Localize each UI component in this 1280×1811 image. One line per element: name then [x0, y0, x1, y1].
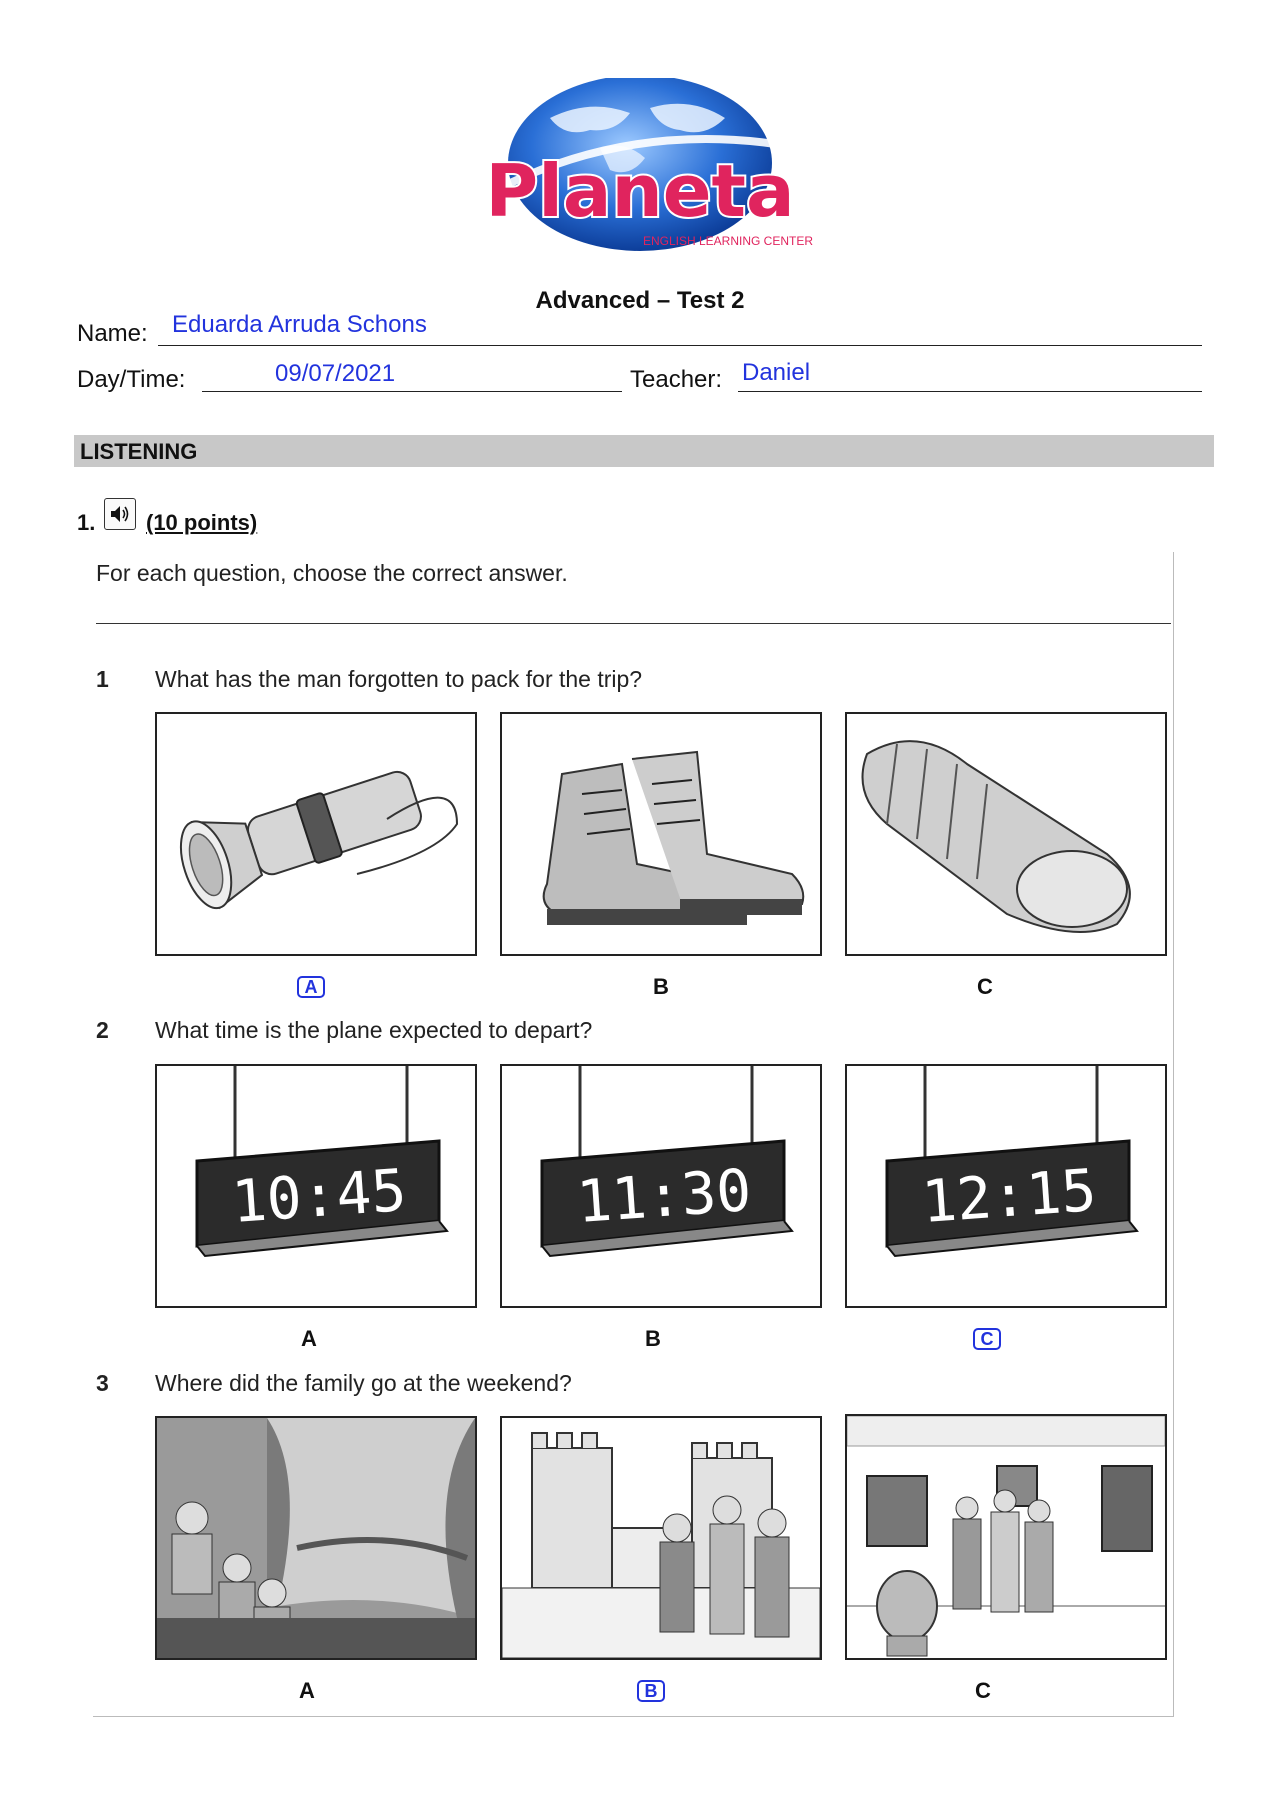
q2-option-c[interactable]: C	[973, 1328, 1001, 1350]
sleeping-bag-picture[interactable]	[845, 712, 1167, 956]
part-points: (10 points)	[146, 510, 258, 535]
question-number: 2	[96, 1017, 109, 1043]
q2-option-a[interactable]: A	[301, 1326, 317, 1351]
daytime-line[interactable]	[202, 391, 622, 392]
flashlight-picture[interactable]	[155, 712, 477, 956]
question-text: What time is the plane expected to depart?	[155, 1017, 593, 1043]
speaker-icon[interactable]	[104, 498, 136, 530]
theatre-picture[interactable]	[155, 1416, 477, 1660]
part-number: 1.	[77, 510, 96, 535]
hiking-boots-picture[interactable]	[500, 712, 822, 956]
clock-1215-picture[interactable]	[845, 1064, 1167, 1308]
q1-option-c[interactable]: C	[977, 974, 993, 999]
q2-option-b[interactable]: B	[645, 1326, 661, 1351]
teacher-value: Daniel	[742, 359, 811, 386]
question-text: What has the man forgotten to pack for the trip?	[155, 666, 643, 692]
section-bar	[74, 435, 1214, 467]
q1-option-a[interactable]: A	[297, 976, 325, 998]
q3-option-b[interactable]: B	[637, 1680, 665, 1702]
name-line[interactable]	[158, 345, 1202, 346]
clock-digits: 11:30	[574, 1155, 754, 1237]
planeta-logo	[440, 78, 840, 258]
instructions: For each question, choose the correct answer.	[96, 560, 568, 586]
logo-wordmark: Planeta	[485, 149, 795, 233]
q3-option-a[interactable]: A	[299, 1678, 315, 1703]
daytime-label: Day/Time:	[77, 366, 186, 393]
name-value: Eduarda Arruda Schons	[172, 311, 427, 338]
section-title: LISTENING	[80, 439, 198, 464]
clock-1045-picture[interactable]	[155, 1064, 477, 1308]
question-text: Where did the family go at the weekend?	[155, 1370, 572, 1396]
name-label: Name:	[77, 320, 148, 347]
clock-1130-picture[interactable]	[500, 1064, 822, 1308]
teacher-line[interactable]	[738, 391, 1202, 392]
clock-digits: 10:45	[229, 1155, 409, 1237]
question-number: 1	[96, 666, 109, 692]
part-heading	[77, 510, 95, 536]
castle-picture[interactable]	[500, 1416, 822, 1660]
divider	[96, 623, 1171, 624]
clock-digits: 12:15	[919, 1155, 1099, 1237]
q3-option-c[interactable]: C	[975, 1678, 991, 1703]
test-title: Advanced – Test 2	[535, 287, 745, 314]
daytime-value: 09/07/2021	[275, 360, 396, 387]
question-number: 3	[96, 1370, 109, 1396]
logo-tagline: ENGLISH LEARNING CENTER	[642, 234, 814, 248]
q1-option-b[interactable]: B	[653, 974, 669, 999]
art-gallery-picture[interactable]	[845, 1414, 1167, 1660]
teacher-label: Teacher:	[630, 366, 723, 393]
